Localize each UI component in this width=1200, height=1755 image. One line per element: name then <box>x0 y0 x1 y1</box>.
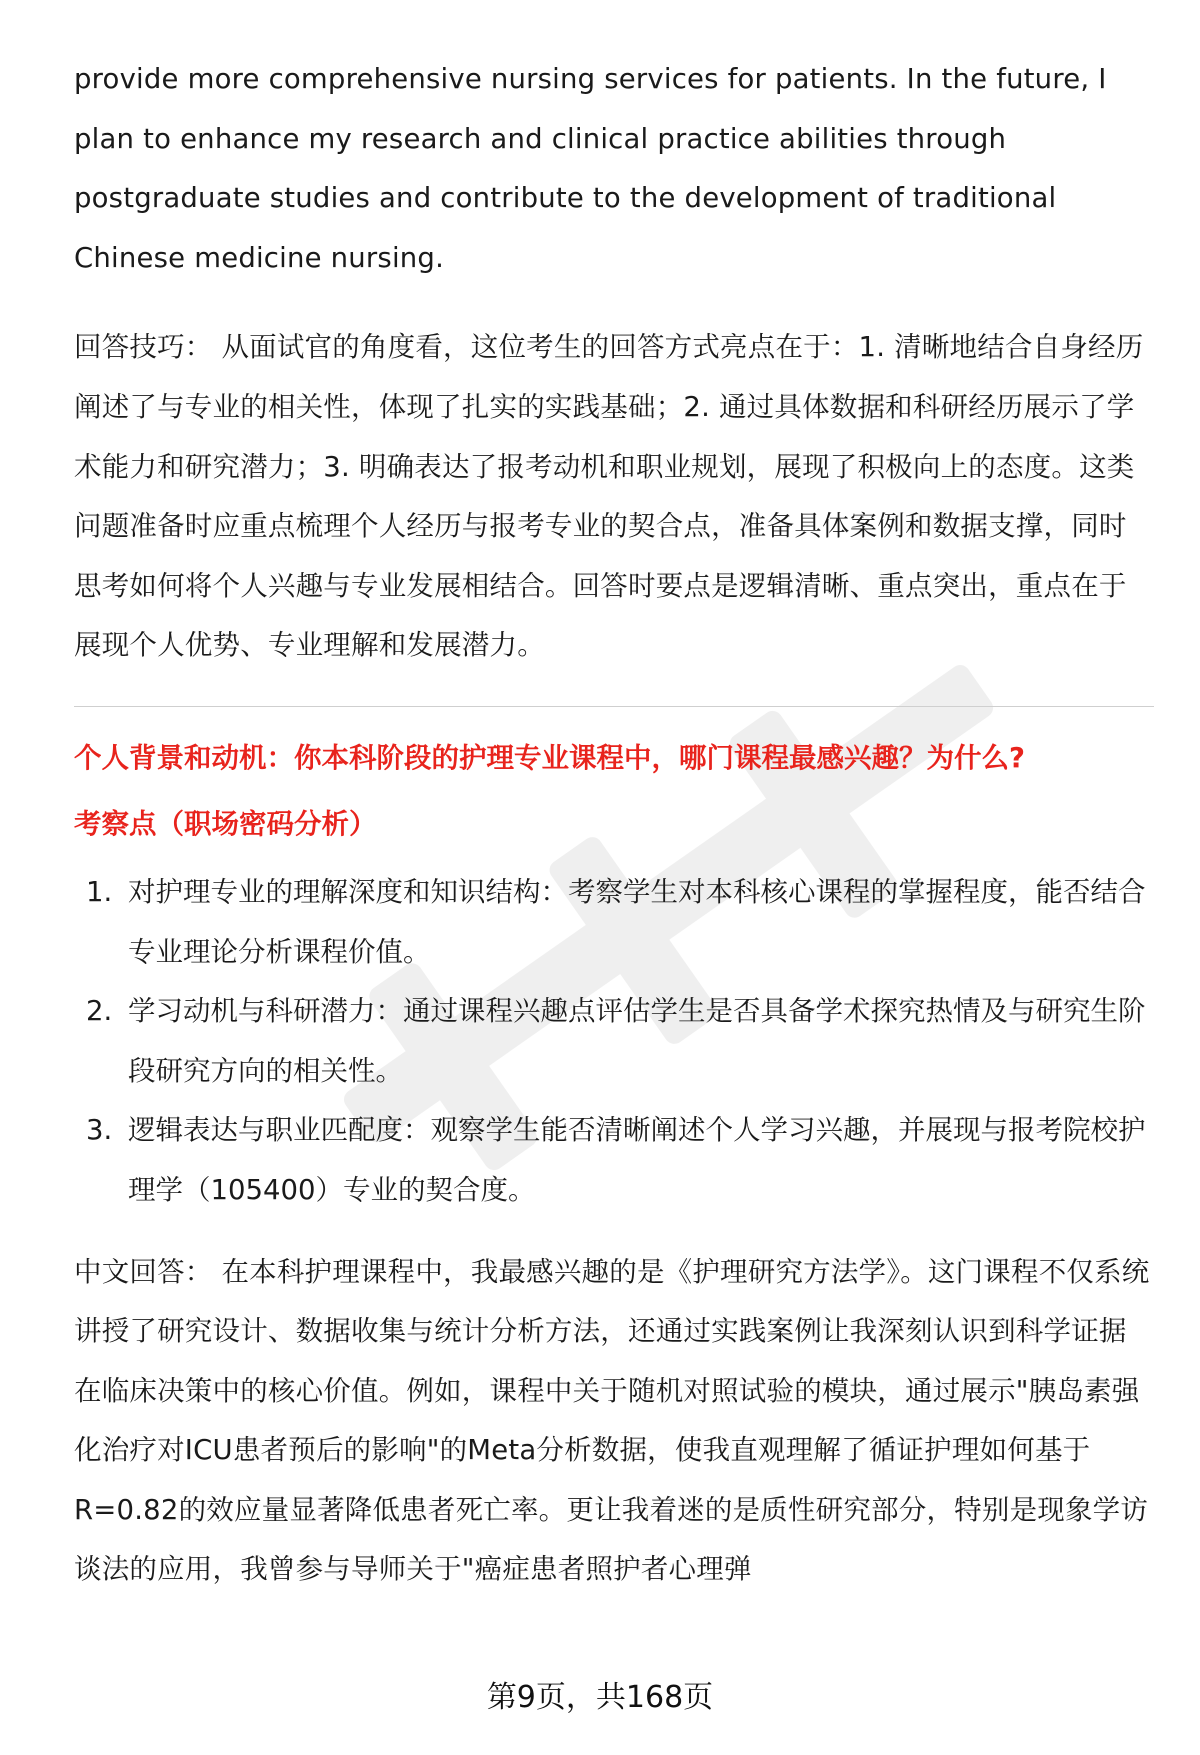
assessment-points-list <box>74 863 1154 1221</box>
section-divider <box>74 706 1154 707</box>
answer-paragraph <box>74 1243 1154 1601</box>
tips-paragraph <box>74 318 1154 676</box>
list-item <box>74 1101 1154 1220</box>
question-title: 个人背景和动机：你本科阶段的护理专业课程中，哪门课程最感兴趣？为什么? <box>74 741 1025 774</box>
list-item-number: 3. <box>86 1114 113 1147</box>
list-item <box>74 863 1154 982</box>
list-item-number: 1. <box>86 875 113 908</box>
page-content <box>74 50 1154 1630</box>
intro-paragraph: provide more comprehensive nursing services for patients. In the future, I plan to enhance my research and clinical practice abilities through postgraduate studies and contribute to the development of traditional Chinese medicine nursing. <box>74 63 1107 274</box>
assessment-title: 考察点（职场密码分析） <box>74 807 377 840</box>
list-item-text: 学习动机与科研潜力：通过课程兴趣点评估学生是否具备学术探究热情及与研究生阶段研究方向的相关性。 <box>128 995 1146 1087</box>
list-item-text: 逻辑表达与职业匹配度：观察学生能否清晰阐述个人学习兴趣，并展现与报考院校护理学（105400）专业的契合度。 <box>128 1114 1146 1206</box>
answer-label: 中文回答： <box>74 1255 213 1288</box>
tips-label: 回答技巧： <box>74 331 213 364</box>
list-item-text: 对护理专业的理解深度和知识结构：考察学生对本科核心课程的掌握程度，能否结合专业理论分析课程价值。 <box>128 875 1146 968</box>
answer-text: 在本科护理课程中，我最感兴趣的是《护理研究方法学》。这门课程不仅系统讲授了研究设计、数据收集与统计分析方法，还通过实践案例让我深刻认识到科学证据在临床决策中的核心价值。例如，课程中关于随机对照试验的模块，通过展示"胰岛素强化治疗对ICU患者预后的影响"的Meta分析数据，使我直观理解了循证护理如何基于R=0.82的效应量显著降低患者死亡率。更让我着迷的是质性研究部分，特别是现象学访谈法的应用，我曾参与导师关于"癌症患者照护者心理弹 <box>74 1255 1150 1586</box>
tips-text: 从面试官的角度看，这位考生的回答方式亮点在于：1. 清晰地结合自身经历阐述了与专业的相关性，体现了扎实的实践基础；2. 通过具体数据和科研经历展示了学术能力和研究潜力；3. 明确表达了报考动机和职业规划，展现了积极向上的态度。这类问题准备时应重点梳理个人经历与报考专业的契合点，准备具体案例和数据支撑，同时思考如何将个人兴趣与专业发展相结合。回答时要点是逻辑清晰、重点突出，重点在于展现个人优势、专业理解和发展潜力。 <box>74 331 1144 662</box>
list-item-number: 2. <box>86 995 113 1028</box>
page-footer: 第9页，共168页 <box>486 1680 714 1715</box>
list-item <box>74 982 1154 1101</box>
